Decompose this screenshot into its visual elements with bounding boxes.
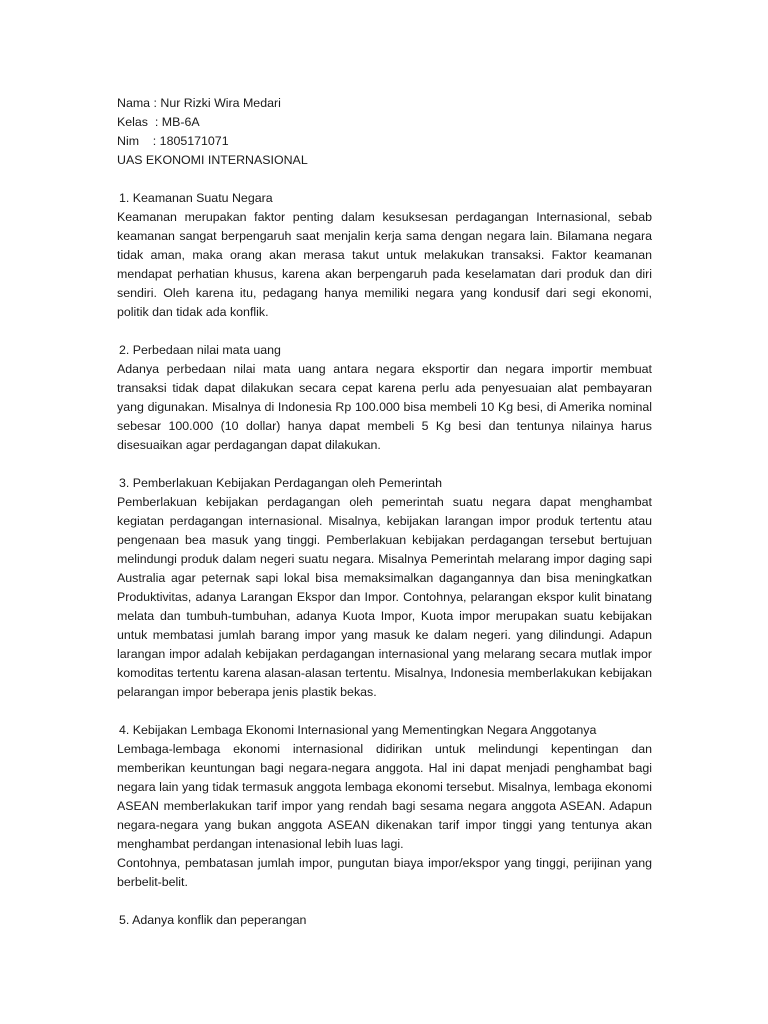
section-title-2: 2. Perbedaan nilai mata uang (119, 343, 281, 357)
section-title-3: 3. Pemberlakuan Kebijakan Perdagangan oleh Pemerintah (119, 476, 443, 490)
student-class: Kelas : MB-6A (117, 115, 200, 129)
section-title-5: 5. Adanya konflik dan peperangan (119, 913, 307, 927)
document-body (117, 94, 652, 930)
section-paragraph-2: Adanya perbedaan nilai mata uang antara negara eksportir dan negara importir membuat transaksi tidak dapat dilakukan secara cepat karena perlu ada penyesuaian alat pembayaran yang digunakan. Misalnya di Indonesia Rp 100.000 bisa membeli 10 Kg besi, di Amerika nominal sebesar 100.000 (10 dollar) hanya dapat membeli 5 Kg besi dan tentunya nilainya harus disesuaikan agar perdagangan dapat dilakukan. (117, 362, 652, 452)
spacer (117, 170, 652, 189)
student-id: Nim : 1805171071 (117, 134, 229, 148)
section-title-4: 4. Kebijakan Lembaga Ekonomi Internasional yang Mementingkan Negara Anggotanya (119, 723, 597, 737)
spacer (117, 702, 652, 721)
section-paragraph-4a: Lembaga-lembaga ekonomi internasional didirikan untuk melindungi kepentingan dan memberikan keuntungan bagi negara-negara anggota. Hal ini dapat menjadi penghambat bagi negara lain yang tidak termasuk anggota lembaga ekonomi tersebut. Misalnya, lembaga ekonomi ASEAN memberlakukan tarif impor yang rendah bagi sesama negara anggota ASEAN. Adapun negara-negara yang bukan anggota ASEAN dikenakan tarif impor tinggi yang tentunya akan menghambat perdangan intenasional lebih luas lagi. (117, 742, 652, 851)
spacer (117, 455, 652, 474)
section-paragraph-3: Pemberlakuan kebijakan perdagangan oleh pemerintah suatu negara dapat menghambat kegiatan perdagangan internasional. Misalnya, kebijakan larangan impor produk tertentu atau pengenaan bea masuk yang tinggi. Pemberlakuan kebijakan perdagangan tersebut bertujuan melindungi produk dalam negeri suatu negara. Misalnya Pemerintah melarang impor daging sapi Australia agar peternak sapi lokal bisa memaksimalkan dagangannya dan bisa meningkatkan Produktivitas, adanya Larangan Ekspor dan Impor. Contohnya, pelarangan ekspor kulit binatang melata dan tumbuh-tumbuhan, adanya Kuota Impor, Kuota impor merupakan suatu kebijakan untuk membatasi jumlah barang impor yang masuk ke dalam negeri. yang dilindungi. Adapun larangan impor adalah kebijakan perdagangan internasional yang melarang secara mutlak impor komoditas tertentu karena alasan-alasan tertentu. Misalnya, Indonesia memberlakukan kebijakan pelarangan impor beberapa jenis plastik bekas. (117, 495, 652, 699)
exam-title: UAS EKONOMI INTERNASIONAL (117, 153, 308, 167)
spacer (117, 892, 652, 911)
spacer (117, 322, 652, 341)
section-title-1: 1. Keamanan Suatu Negara (119, 191, 273, 205)
section-paragraph-1: Keamanan merupakan faktor penting dalam kesuksesan perdagangan Internasional, sebab keamanan sangat berpengaruh saat menjalin kerja sama dengan negara lain. Bilamana negara tidak aman, maka orang akan merasa takut untuk melakukan transaksi. Faktor keamanan mendapat perhatian khusus, karena akan berpengaruh pada keselamatan dari produk dan diri sendiri. Oleh karena itu, pedagang hanya memiliki negara yang kondusif dari segi ekonomi, politik dan tidak ada konflik. (117, 210, 652, 319)
student-name: Nama : Nur Rizki Wira Medari (117, 96, 281, 110)
section-paragraph-4b: Contohnya, pembatasan jumlah impor, pungutan biaya impor/ekspor yang tinggi, perijinan yang berbelit-belit. (117, 856, 652, 889)
